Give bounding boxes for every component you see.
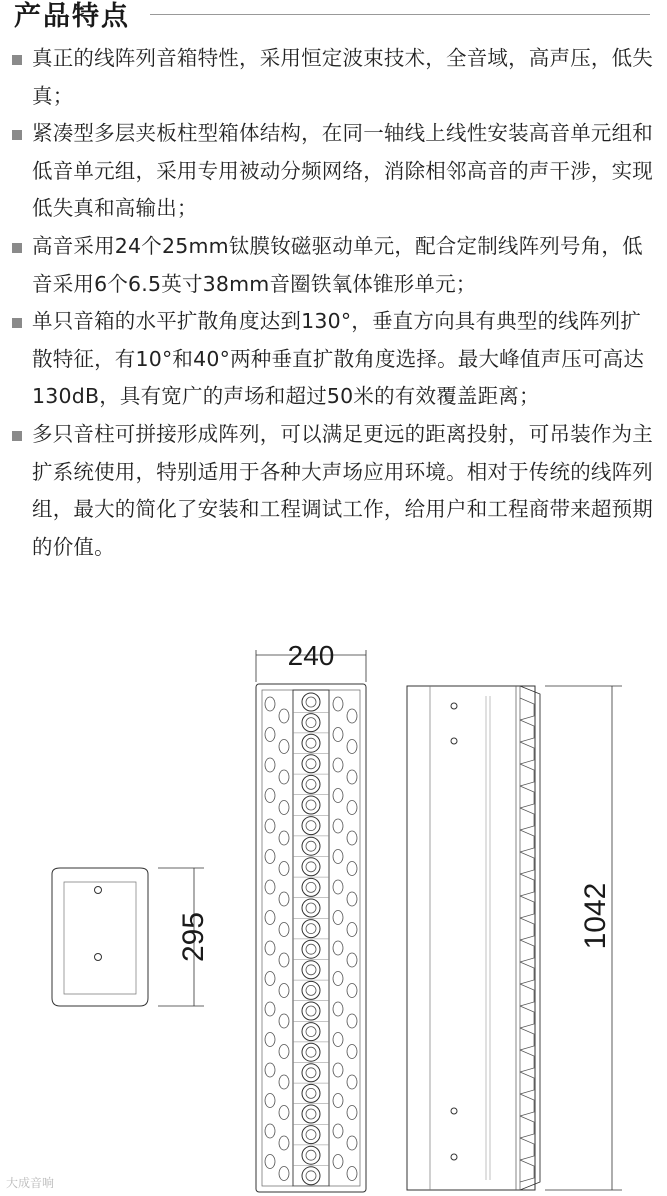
grille-slot-icon [279, 1167, 289, 1181]
horn-fin [520, 962, 534, 984]
grille-slot-icon [279, 1136, 289, 1150]
square-bullet-icon [12, 55, 22, 65]
tweeter-outer-ring-icon [302, 1023, 320, 1041]
grille-slot-icon [265, 728, 275, 742]
tweeter-outer-ring-icon [302, 1146, 320, 1164]
tweeter-outer-ring-icon [302, 1126, 320, 1144]
watermark: 大成音响 [6, 1176, 55, 1190]
horn-fin [520, 830, 534, 852]
feature-item [10, 115, 655, 228]
tweeter-outer-ring-icon [302, 1167, 320, 1185]
grille-slot-icon [279, 862, 289, 876]
side-view [52, 868, 210, 1006]
grille-slot-icon [279, 892, 289, 906]
tweeter-inner-ring-icon [306, 1006, 316, 1016]
grille-slot-icon [347, 923, 357, 937]
grille-slot-icon [265, 941, 275, 955]
tweeter-inner-ring-icon [306, 718, 316, 728]
grille-slot-icon [265, 697, 275, 711]
tweeter-outer-ring-icon [302, 920, 320, 938]
tweeter-inner-ring-icon [306, 944, 316, 954]
tweeter-inner-ring-icon [306, 1130, 316, 1140]
tweeter-outer-ring-icon [302, 1084, 320, 1102]
tweeter-inner-ring-icon [306, 759, 316, 769]
tweeter-outer-ring-icon [302, 693, 320, 711]
width-dimension-label: 240 [287, 640, 335, 671]
grille-slot-icon [265, 972, 275, 986]
grille-slot-icon [279, 984, 289, 998]
grille-slot-icon [347, 1075, 357, 1089]
tweeter-inner-ring-icon [306, 800, 316, 810]
horn-fin [520, 874, 534, 896]
grille-slot-icon [265, 1033, 275, 1047]
tweeter-outer-ring-icon [302, 858, 320, 876]
grille-slot-icon [347, 1136, 357, 1150]
feature-text: 紧凑型多层夹板柱型箱体结构，在同一轴线上线性安装高音单元组和低音单元组，采用专用被动分频网络，消除相邻高音的声干涉，实现低失真和高输出； [32, 121, 653, 221]
depth-dimension-label: 295 [177, 911, 210, 963]
tweeter-outer-ring-icon [302, 796, 320, 814]
grille-slot-icon [333, 850, 343, 864]
tweeter-outer-ring-icon [302, 1002, 320, 1020]
side-elevation [407, 686, 622, 1190]
grille-slot-icon [333, 819, 343, 833]
feature-text: 多只音柱可拼接形成阵列，可以满足更远的距离投射，可吊装作为主扩系统使用，特别适用于各种大声场应用环境。相对于传统的线阵列组，最大的简化了安装和工程调试工作，给用户和工程商带来超预期的价值。 [32, 421, 653, 559]
horn-fin [520, 984, 534, 1006]
square-bullet-icon [12, 243, 22, 253]
horn-fin [520, 786, 534, 808]
grille-slot-icon [333, 1063, 343, 1077]
horn-fin [520, 1028, 534, 1050]
grille-slot-icon [265, 1063, 275, 1077]
grille-slot-icon [347, 892, 357, 906]
grille-slot-icon [347, 862, 357, 876]
grille-slot-icon [279, 801, 289, 815]
horn-fin [520, 940, 534, 962]
horn-fin [520, 918, 534, 940]
tweeter-outer-ring-icon [302, 1105, 320, 1123]
tweeter-inner-ring-icon [306, 841, 316, 851]
horn-fin [520, 1138, 534, 1160]
grille-slot-icon [279, 709, 289, 723]
speaker-technical-drawing [0, 620, 667, 1196]
tweeter-inner-ring-icon [306, 862, 316, 872]
grille-slot-icon [333, 1033, 343, 1047]
tweeter-outer-ring-icon [302, 755, 320, 773]
grille-slot-icon [333, 728, 343, 742]
grille-slot-icon [347, 831, 357, 845]
tweeter-inner-ring-icon [306, 1088, 316, 1098]
grille-slot-icon [347, 1014, 357, 1028]
tweeter-outer-ring-icon [302, 1043, 320, 1061]
feature-item [10, 416, 655, 566]
grille-slot-icon [279, 831, 289, 845]
tweeter-inner-ring-icon [306, 738, 316, 748]
tweeter-inner-ring-icon [306, 882, 316, 892]
horn-fin [520, 742, 534, 764]
tweeter-outer-ring-icon [302, 817, 320, 835]
grille-slot-icon [279, 1014, 289, 1028]
grille-slot-icon [279, 1075, 289, 1089]
grille-slot-icon [265, 911, 275, 925]
tweeter-outer-ring-icon [302, 899, 320, 917]
tweeter-outer-ring-icon [302, 961, 320, 979]
grille-slot-icon [333, 1094, 343, 1108]
tweeter-inner-ring-icon [306, 965, 316, 975]
grille-slot-icon [347, 953, 357, 967]
horn-fin [520, 808, 534, 830]
grille-slot-icon [333, 941, 343, 955]
grille-slot-icon [265, 758, 275, 772]
tweeter-inner-ring-icon [306, 1171, 316, 1181]
horn-fin [520, 852, 534, 874]
grille-slot-icon [265, 789, 275, 803]
tweeter-inner-ring-icon [306, 1027, 316, 1037]
grille-slot-icon [333, 880, 343, 894]
grille-slot-icon [265, 1094, 275, 1108]
tweeter-inner-ring-icon [306, 779, 316, 789]
tweeter-inner-ring-icon [306, 985, 316, 995]
grille-slot-icon [347, 740, 357, 754]
square-bullet-icon [12, 431, 22, 441]
horn-fin [520, 720, 534, 742]
square-bullet-icon [12, 318, 22, 328]
feature-item [10, 228, 655, 303]
square-bullet-icon [12, 130, 22, 140]
tweeter-inner-ring-icon [306, 821, 316, 831]
grille-slot-icon [279, 770, 289, 784]
feature-text: 高音采用24个25mm钛膜钕磁驱动单元，配合定制线阵列号角，低音采用6个6.5英寸38mm音圈铁氧体锥形单元； [32, 233, 643, 296]
tweeter-inner-ring-icon [306, 924, 316, 934]
feature-text: 单只音箱的水平扩散角度达到130°，垂直方向具有典型的线阵列扩散特征，有10°和40°两种垂直扩散角度选择。最大峰值声压可高达130dB，具有宽广的声场和超过50米的有效覆盖距离； [32, 309, 645, 409]
grille-slot-icon [333, 1124, 343, 1138]
grille-slot-icon [265, 880, 275, 894]
horn-fin-profile [520, 698, 534, 1182]
feature-item [10, 303, 655, 416]
grille-slot-icon [333, 758, 343, 772]
tweeter-outer-ring-icon [302, 940, 320, 958]
grille-slot-icon [333, 1002, 343, 1016]
grille-slot-icon [265, 850, 275, 864]
tweeter-outer-ring-icon [302, 878, 320, 896]
horn-fin [520, 1094, 534, 1116]
grille-slot-icon [347, 770, 357, 784]
horn-fin [520, 1050, 534, 1072]
tweeter-inner-ring-icon [306, 1047, 316, 1057]
grille-slot-icon [333, 697, 343, 711]
tweeter-outer-ring-icon [302, 981, 320, 999]
feature-list [10, 40, 655, 566]
front-view [256, 640, 366, 1192]
title-divider [150, 14, 650, 15]
tweeter-outer-ring-icon [302, 714, 320, 732]
horn-fin [520, 764, 534, 786]
grille-slot-icon [265, 1002, 275, 1016]
grille-slot-icon [333, 789, 343, 803]
tweeter-outer-ring-icon [302, 734, 320, 752]
grille-slot-icon [347, 1045, 357, 1059]
grille-slot-icon [347, 801, 357, 815]
height-dimension-label: 1042 [579, 882, 612, 950]
feature-item [10, 40, 655, 115]
tweeter-inner-ring-icon [306, 1109, 316, 1119]
tweeter-column [293, 693, 329, 1186]
tweeter-outer-ring-icon [302, 837, 320, 855]
grille-slot-icon [347, 984, 357, 998]
horn-fin [520, 896, 534, 918]
grille-slot-icon [279, 953, 289, 967]
grille-slot-icon [333, 1155, 343, 1169]
horn-fin [520, 698, 534, 720]
grille-slot-icon [279, 740, 289, 754]
grille-slot-icon [279, 923, 289, 937]
grille-slot-icon [265, 1124, 275, 1138]
grille-slot-icon [279, 1045, 289, 1059]
horn-fin [520, 1116, 534, 1138]
tweeter-inner-ring-icon [306, 1068, 316, 1078]
grille-slot-icon [279, 1106, 289, 1120]
grille-slot-icon [347, 1167, 357, 1181]
grille-slot-icon [265, 1155, 275, 1169]
tweeter-inner-ring-icon [306, 697, 316, 707]
horn-fin [520, 1072, 534, 1094]
tweeter-inner-ring-icon [306, 903, 316, 913]
grille-slot-icon [333, 972, 343, 986]
grille-slot-icon [347, 709, 357, 723]
horn-fin [520, 1160, 534, 1182]
grille-slot-icon [347, 1106, 357, 1120]
grille-slot-icon [265, 819, 275, 833]
feature-text: 真正的线阵列音箱特性，采用恒定波束技术，全音域，高声压，低失真； [32, 46, 653, 108]
tweeter-outer-ring-icon [302, 1064, 320, 1082]
grille-slot-icon [333, 911, 343, 925]
horn-fin [520, 1006, 534, 1028]
tweeter-inner-ring-icon [306, 1150, 316, 1160]
section-title: 产品特点 [14, 1, 130, 32]
tweeter-outer-ring-icon [302, 775, 320, 793]
